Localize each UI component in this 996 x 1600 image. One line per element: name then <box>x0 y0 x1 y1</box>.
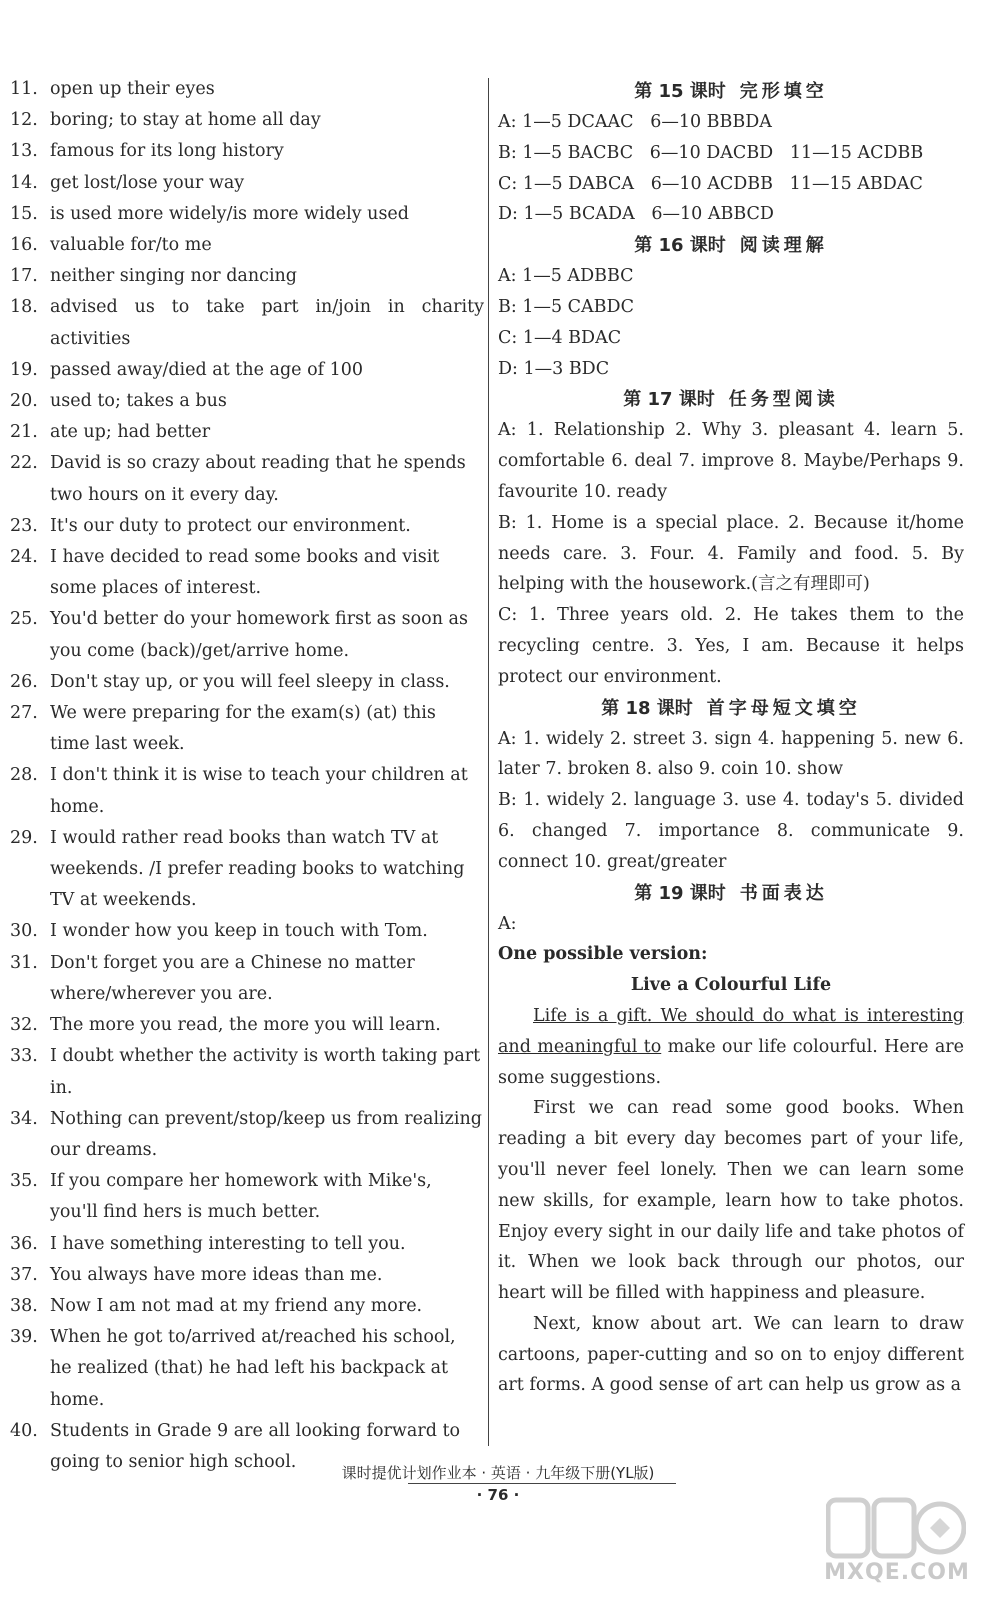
essay-paragraph <box>498 1001 964 1093</box>
numbered-answer-item <box>10 604 484 666</box>
item-text <box>50 916 484 947</box>
item-text-line: The more you read, the more you will learn. <box>50 1015 441 1036</box>
item-number: 14. <box>10 172 38 193</box>
section-title-lesson-16 <box>498 230 964 261</box>
item-text <box>50 948 484 1010</box>
numbered-answer-item <box>10 136 484 167</box>
version-label: One possible version: <box>498 944 708 965</box>
item-text <box>50 1041 484 1103</box>
item-number: 39. <box>10 1327 38 1348</box>
item-text-line: I would rather read books than watch TV at <box>50 827 439 848</box>
numbered-answer-item <box>10 261 484 292</box>
footer-book-title: 课时提优计划作业本 · 英语 · 九年级下册(YL版) <box>341 1464 655 1482</box>
item-number: 26. <box>10 671 38 692</box>
numbered-answer-item <box>10 667 484 698</box>
item-text <box>50 168 484 199</box>
item-text-line: Students in Grade 9 are all looking forward to <box>50 1420 461 1441</box>
numbered-answer-item <box>10 74 484 105</box>
item-text-line: where/wherever you are. <box>50 983 273 1004</box>
item-text-line: our dreams. <box>50 1139 158 1160</box>
numbered-answer-item <box>10 1166 484 1228</box>
item-number: 12. <box>10 110 38 131</box>
numbered-answer-item <box>10 1291 484 1322</box>
item-text <box>50 1166 484 1228</box>
numbered-answer-item <box>10 823 484 917</box>
item-text-line: David is so crazy about reading that he spends <box>50 453 466 474</box>
answer-paragraph: A: 1. Relationship 2. Why 3. pleasant 4. learn 5. comfortable 6. deal 7. improve 8. Maybe/Perhaps 9. favourite 10. ready <box>498 420 964 502</box>
item-text <box>50 74 484 105</box>
item-text-line: boring; to stay at home all day <box>50 110 321 131</box>
item-number: 33. <box>10 1046 38 1067</box>
numbered-answer-item <box>10 1010 484 1041</box>
item-text-line: used to; takes a bus <box>50 391 227 412</box>
item-text <box>50 1291 484 1322</box>
numbered-answer-item <box>10 542 484 604</box>
item-text <box>50 136 484 167</box>
item-text <box>50 386 484 417</box>
item-number: 38. <box>10 1295 38 1316</box>
answer-paragraph: B: 1. Home is a special place. 2. Because it/home needs care. 3. Four. 4. Family and food. 5. By helping with the housework.(言之有理即可) <box>498 512 964 595</box>
lesson-number: 第 19 课时 <box>634 882 726 904</box>
item-number: 16. <box>10 235 38 256</box>
item-text-line: you'll find hers is much better. <box>50 1202 321 1223</box>
item-text <box>50 511 484 542</box>
item-text <box>50 823 484 917</box>
item-text-line: Nothing can prevent/stop/keep us from realizing <box>50 1108 482 1129</box>
lesson-number: 第 15 课时 <box>634 81 726 102</box>
numbered-answer-item <box>10 1104 484 1166</box>
numbered-answer-item <box>10 511 484 542</box>
item-text <box>50 667 484 698</box>
answer-line: B: 1—5 CABDC <box>498 296 634 317</box>
item-text-line: If you compare her homework with Mike's, <box>50 1171 432 1192</box>
numbered-answer-item <box>10 355 484 386</box>
item-number: 23. <box>10 515 38 536</box>
underlined-text: Life is a gift. We should do what is interesting and meaningful to <box>498 1005 964 1057</box>
essay-paragraph: Next, know about art. We can learn to draw cartoons, paper-cutting and so on to enjoy different art forms. A good sense of art can help us grow as a <box>498 1313 964 1396</box>
item-text <box>50 105 484 136</box>
item-text <box>50 261 484 292</box>
item-text-line: passed away/died at the age of 100 <box>50 359 364 380</box>
item-text <box>50 1322 484 1416</box>
item-number: 28. <box>10 765 38 786</box>
item-text <box>50 448 484 510</box>
numbered-answer-item <box>10 105 484 136</box>
column-divider <box>488 78 489 1446</box>
item-text-line: I don't think it is wise to teach your children at <box>50 765 468 786</box>
item-number: 22. <box>10 453 38 474</box>
answer-line: D: 1—5 BCADA 6—10 ABBCD <box>498 204 774 225</box>
item-text <box>50 1260 484 1291</box>
answer-paragraph: B: 1. widely 2. language 3. use 4. today's 5. divided 6. changed 7. importance 8. communicate 9. connect 10. great/greater <box>498 790 964 872</box>
item-text-line: You always have more ideas than me. <box>50 1264 383 1285</box>
item-text-line: you come (back)/get/arrive home. <box>50 640 350 661</box>
lesson-topic: 完形填空 <box>739 81 828 102</box>
item-text-line: It's our duty to protect our environment. <box>50 515 411 536</box>
item-number: 30. <box>10 921 38 942</box>
item-text-line: I have something interesting to tell you. <box>50 1233 406 1254</box>
item-text-line: I have decided to read some books and visit <box>50 547 440 568</box>
item-text <box>50 292 484 354</box>
answer-line: C: 1—4 BDAC <box>498 327 622 348</box>
section-title-lesson-17 <box>498 384 964 415</box>
answer-line: C: 1—5 DABCA 6—10 ACDBB 11—15 ABDAC <box>498 173 923 194</box>
lesson-topic: 首字母短文填空 <box>706 697 861 719</box>
footer-rule <box>408 1483 676 1484</box>
answer-line: A: 1—5 DCAAC 6—10 BBBDA <box>498 112 772 132</box>
numbered-answer-item <box>10 916 484 947</box>
watermark-logo-icon <box>826 1496 966 1562</box>
numbered-answer-item <box>10 292 484 354</box>
section-title-lesson-19 <box>498 878 964 909</box>
item-text-line: time last week. <box>50 734 185 755</box>
numbered-answer-item <box>10 760 484 822</box>
item-text-line: in. <box>50 1077 73 1098</box>
watermark-text: MXQE.COM <box>824 1560 970 1585</box>
lesson-topic: 阅读理解 <box>739 235 828 257</box>
item-text <box>50 698 484 760</box>
item-number: 13. <box>10 141 38 162</box>
section-title-lesson-18 <box>498 693 964 724</box>
item-number: 19. <box>10 359 38 380</box>
answer-line: B: 1—5 BACBC 6—10 DACBD 11—15 ACDBB <box>498 142 924 163</box>
item-number: 18. <box>10 297 38 318</box>
item-text <box>50 199 484 230</box>
numbered-answer-item <box>10 1260 484 1291</box>
item-text <box>50 1229 484 1260</box>
item-text-line: some places of interest. <box>50 578 262 599</box>
item-number: 11. <box>10 79 38 99</box>
item-text-line: going to senior high school. <box>50 1451 297 1472</box>
item-number: 25. <box>10 609 38 630</box>
item-number: 37. <box>10 1264 38 1285</box>
item-text-line: Don't stay up, or you will feel sleepy in class. <box>50 671 450 692</box>
essay-paragraph: First we can read some good books. When reading a bit every day becomes part of your life, you'll never feel lonely. Then we can learn some new skills, for example, learn how to take photos. Enjoy every sight in our daily life and take photos of it. When we look back through our photos, our heart will be filled with happiness and pleasure. <box>498 1098 964 1304</box>
item-text <box>50 417 484 448</box>
left-column-answers <box>10 74 484 1478</box>
answer-line: A: 1—5 ADBBC <box>498 266 634 287</box>
numbered-answer-item <box>10 1229 484 1260</box>
lesson-topic: 任务型阅读 <box>728 389 839 411</box>
item-text-line: TV at weekends. <box>50 890 197 911</box>
site-watermark <box>812 1488 982 1598</box>
numbered-answer-item <box>10 417 484 448</box>
item-text-line: get lost/lose your way <box>50 172 245 193</box>
numbered-answer-item <box>10 448 484 510</box>
item-number: 17. <box>10 266 38 287</box>
numbered-answer-item <box>10 230 484 261</box>
item-text <box>50 230 484 261</box>
item-number: 36. <box>10 1233 38 1254</box>
item-number: 27. <box>10 703 38 724</box>
item-text <box>50 604 484 666</box>
item-text-line: is used more widely/is more widely used <box>50 203 409 224</box>
item-number: 24. <box>10 547 38 568</box>
item-text <box>50 760 484 822</box>
numbered-answer-item <box>10 1322 484 1416</box>
answer-paragraph: C: 1. Three years old. 2. He takes them to the recycling centre. 3. Yes, I am. Because it helps protect our environment. <box>498 605 964 687</box>
item-number: 21. <box>10 422 38 443</box>
lesson-topic: 书面表达 <box>739 882 828 904</box>
essay-title: Live a Colourful Life <box>630 975 832 996</box>
item-number: 20. <box>10 391 38 412</box>
item-text <box>50 542 484 604</box>
item-text <box>50 355 484 386</box>
item-text <box>50 1104 484 1166</box>
item-text-line: When he got to/arrived at/reached his school, <box>50 1327 456 1348</box>
item-text-line: You'd better do your homework first as soon as <box>50 609 468 630</box>
numbered-answer-item <box>10 386 484 417</box>
numbered-answer-item <box>10 948 484 1010</box>
item-text-line: home. <box>50 796 105 817</box>
item-number: 34. <box>10 1108 38 1129</box>
item-number: 29. <box>10 827 38 848</box>
item-text-line: home. <box>50 1389 105 1410</box>
lesson-number: 第 17 课时 <box>623 389 715 411</box>
item-number: 40. <box>10 1420 38 1441</box>
item-text-line: open up their eyes <box>50 79 215 99</box>
item-text-line: Now I am not mad at my friend any more. <box>50 1295 423 1316</box>
section-title-lesson-15 <box>498 76 964 107</box>
item-number: 35. <box>10 1171 38 1192</box>
item-text-line: I doubt whether the activity is worth taking part <box>50 1046 481 1067</box>
item-number: 31. <box>10 952 38 973</box>
numbered-answer-item <box>10 1041 484 1103</box>
answer-paragraph: A: 1. widely 2. street 3. sign 4. happening 5. new 6. later 7. broken 8. also 9. coin 10. show <box>498 728 964 780</box>
item-number: 32. <box>10 1015 38 1036</box>
page-number: · 76 · <box>476 1486 520 1504</box>
part-label: A: <box>498 913 517 934</box>
answer-line: D: 1—3 BDC <box>498 358 610 379</box>
numbered-answer-item <box>10 168 484 199</box>
item-text-line: neither singing nor dancing <box>50 266 298 287</box>
item-text-line: Don't forget you are a Chinese no matter <box>50 952 415 973</box>
lesson-number: 第 16 课时 <box>634 235 726 257</box>
numbered-answer-item <box>10 698 484 760</box>
numbered-answer-item <box>10 199 484 230</box>
item-text-line: I wonder how you keep in touch with Tom. <box>50 921 428 942</box>
item-text-line: We were preparing for the exam(s) (at) this <box>50 703 436 724</box>
item-text-line: valuable for/to me <box>50 235 212 256</box>
item-text-line: advised us to take part in/join in charity activities <box>50 297 484 349</box>
lesson-number: 第 18 课时 <box>601 697 693 719</box>
item-text-line: famous for its long history <box>50 141 284 162</box>
right-column-answers <box>498 76 964 1401</box>
item-text-line: two hours on it every day. <box>50 484 279 505</box>
essay-text: make our life colourful. Here are some suggestions. <box>498 1036 964 1088</box>
item-number: 15. <box>10 203 38 224</box>
item-text-line: ate up; had better <box>50 422 211 443</box>
item-text-line: he realized (that) he had left his backpack at <box>50 1358 449 1379</box>
item-text-line: weekends. /I prefer reading books to watching <box>50 859 465 880</box>
item-text <box>50 1010 484 1041</box>
